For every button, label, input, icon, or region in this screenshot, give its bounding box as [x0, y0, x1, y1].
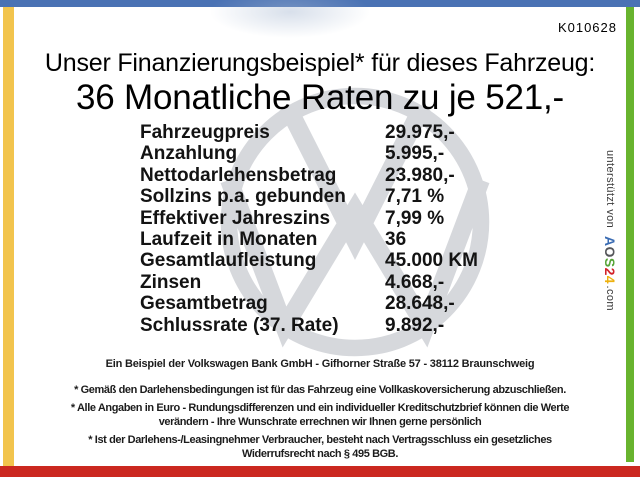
legal-note	[20, 383, 620, 398]
row-value: 7,71 %	[385, 186, 445, 208]
row-label: Gesamtlaufleistung	[140, 250, 317, 272]
row-label: Laufzeit in Monaten	[140, 228, 318, 250]
table-row	[140, 122, 560, 143]
row-label: Anzahlung	[140, 143, 238, 165]
table-row	[140, 208, 560, 229]
aos24-letter: 2	[602, 267, 618, 276]
table-row	[140, 315, 560, 336]
row-label: Schlussrate (37. Rate)	[140, 314, 339, 336]
bank-address-line: Ein Beispiel der Volkswagen Bank GmbH - Gifhorner Straße 57 - 38112 Braunschweig	[105, 358, 535, 370]
row-label: Fahrzeugpreis	[140, 122, 270, 143]
row-label: Zinsen	[140, 271, 202, 293]
row-label: Sollzins p.a. gebunden	[140, 186, 346, 208]
legal-note-line: * Gemäß den Darlehensbedingungen ist für das Fahrzeug eine Vollkaskoversicherung abzuschließen.	[74, 384, 566, 396]
aos24-letter: A	[602, 235, 618, 247]
row-value: 36	[385, 228, 407, 250]
legal-note-line: Widerrufsrecht nach § 495 BGB.	[241, 448, 398, 460]
aos24-letter: S	[602, 257, 618, 268]
row-value: 7,99 %	[385, 207, 445, 229]
rate-headline: 36 Monatliche Raten zu je 521,-	[76, 78, 564, 117]
legal-note-line: * Ist der Darlehens-/Leasingnehmer Verbraucher, besteht nach Vertragsschluss ein gesetzliches	[88, 433, 552, 446]
legal-note-line: verändern - Ihre Wunschrate errechnen wir Ihnen gerne persönlich	[158, 416, 482, 428]
table-row	[140, 229, 560, 250]
row-label: Nettodarlehensbetrag	[140, 164, 337, 186]
row-value: 23.980,-	[385, 164, 455, 186]
credit-vertical-text	[596, 150, 618, 370]
row-label: Effektiver Jahreszins	[140, 207, 331, 229]
reference-code: K010628	[557, 20, 617, 35]
aos24-logo	[602, 236, 618, 284]
row-value: 29.975,-	[385, 122, 455, 143]
finance-table	[140, 122, 560, 336]
table-row	[140, 250, 560, 271]
legal-note	[20, 401, 620, 430]
row-value: 9.892,-	[385, 314, 445, 336]
border-bottom-bar	[0, 466, 640, 477]
table-row	[140, 143, 560, 164]
row-value: 28.648,-	[385, 293, 455, 315]
border-right-bar	[626, 7, 634, 462]
legal-note	[20, 433, 620, 462]
table-row	[140, 165, 560, 186]
row-value: 5.995,-	[385, 143, 445, 165]
legal-notes	[20, 383, 620, 465]
aos24-letter: O	[602, 246, 618, 258]
border-left-bar	[3, 7, 14, 466]
table-row	[140, 186, 560, 207]
table-row	[140, 272, 560, 293]
background-sheen	[210, 0, 370, 38]
row-value: 45.000 KM	[385, 250, 478, 272]
credit-suffix: .com	[604, 285, 616, 311]
table-row	[140, 293, 560, 314]
credit-prefix: unterstützt von	[604, 150, 616, 232]
row-value: 4.668,-	[385, 271, 445, 293]
intro-title: Unser Finanzierungsbeispiel* für dieses Fahrzeug:	[44, 49, 596, 77]
aos24-letter: 4	[602, 275, 618, 284]
row-label: Gesamtbetrag	[140, 293, 268, 315]
legal-note-line: * Alle Angaben in Euro - Rundungsdifferenzen und ein individueller Kreditschutzbrief können die Werte	[70, 401, 570, 414]
